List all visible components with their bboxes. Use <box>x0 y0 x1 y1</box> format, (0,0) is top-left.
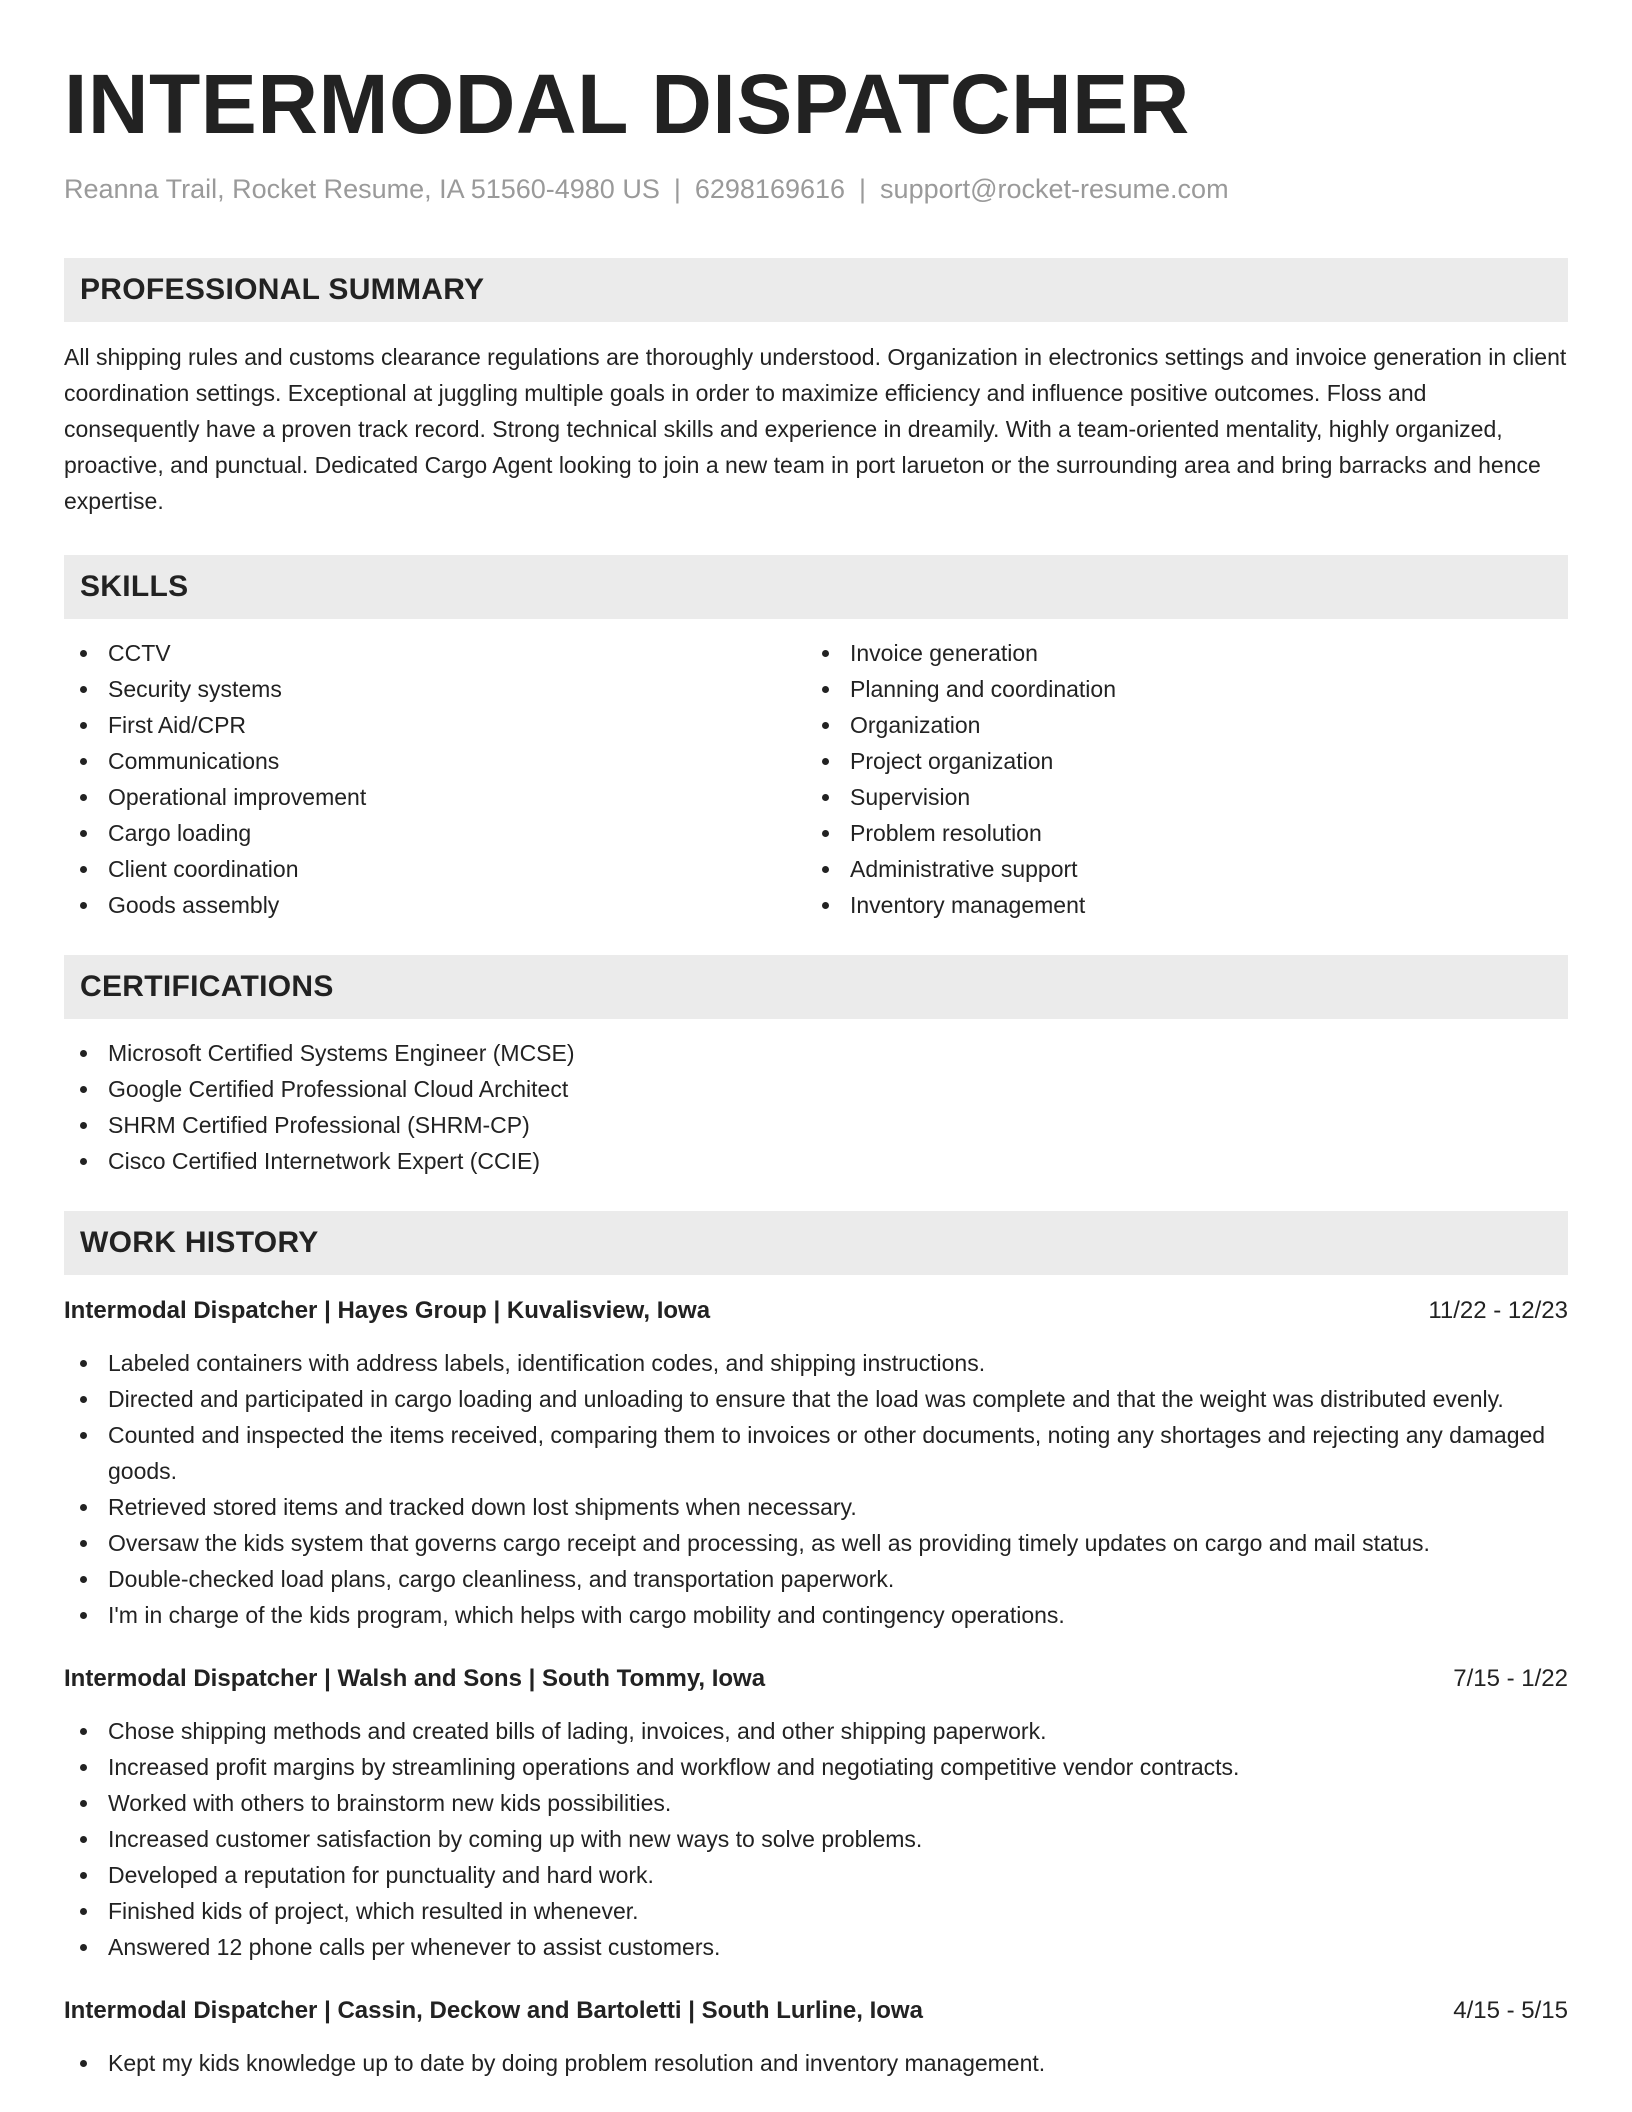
summary-text: All shipping rules and customs clearance regulations are thoroughly understood. Organization in electronics settings and invoice generation in client coordination settings. Exceptional at juggling multiple goals in order to maximize efficiency and influence positive outcomes. Floss and consequently have a proven track record. Strong technical skills and experience in dreamily. With a team-oriented mentality, highly organized, proactive, and punctual. Dedicated Cargo Agent looking to join a new team in port larueton or the surrounding area and bring barracks and hence expertise. <box>64 344 1567 514</box>
job-header <box>64 1661 1568 1697</box>
skill-item: First Aid/CPR <box>64 707 806 743</box>
skill-item: Supervision <box>806 779 1548 815</box>
job-bullet: Retrieved stored items and tracked down lost shipments when necessary. <box>64 1489 1568 1525</box>
resume-name: INTERMODAL DISPATCHER <box>64 57 1190 151</box>
skill-item: Organization <box>806 707 1548 743</box>
job-bullet: I'm in charge of the kids program, which helps with cargo mobility and contingency operations. <box>64 1597 1568 1633</box>
job-dates: 4/15 - 5/15 <box>1453 1997 1568 2024</box>
contact-separator: | <box>673 174 681 204</box>
job-bullet: Worked with others to brainstorm new kids possibilities. <box>64 1785 1568 1821</box>
job-bullet: Answered 12 phone calls per whenever to assist customers. <box>64 1929 1568 1965</box>
skill-item: Security systems <box>64 671 806 707</box>
job-entry <box>64 1993 1568 2081</box>
section-heading-skills: SKILLS <box>64 555 1568 619</box>
certification-item: Microsoft Certified Systems Engineer (MCSE) <box>64 1035 1568 1071</box>
job-bullet: Increased profit margins by streamlining operations and workflow and negotiating competitive vendor contracts. <box>64 1749 1568 1785</box>
certification-item: SHRM Certified Professional (SHRM-CP) <box>64 1107 1568 1143</box>
job-title: Intermodal Dispatcher | Hayes Group | Kuvalisview, Iowa <box>64 1297 711 1324</box>
skill-item: Planning and coordination <box>806 671 1548 707</box>
certification-item: Google Certified Professional Cloud Architect <box>64 1071 1568 1107</box>
skill-item: Problem resolution <box>806 815 1548 851</box>
job-bullet: Labeled containers with address labels, identification codes, and shipping instructions. <box>64 1345 1568 1381</box>
job-bullet: Oversaw the kids system that governs cargo receipt and processing, as well as providing timely updates on cargo and mail status. <box>64 1525 1568 1561</box>
contact-email: support@rocket-resume.com <box>880 174 1229 204</box>
skill-item: Cargo loading <box>64 815 806 851</box>
skill-item: Goods assembly <box>64 887 806 923</box>
job-bullets <box>64 1345 1568 1633</box>
job-bullet: Directed and participated in cargo loading and unloading to ensure that the load was complete and that the weight was distributed evenly. <box>64 1381 1568 1417</box>
skill-item: CCTV <box>64 635 806 671</box>
job-bullet: Increased customer satisfaction by coming up with new ways to solve problems. <box>64 1821 1568 1857</box>
job-bullet: Developed a reputation for punctuality and hard work. <box>64 1857 1568 1893</box>
job-header <box>64 1993 1568 2029</box>
job-entry <box>64 1661 1568 1965</box>
job-bullet: Counted and inspected the items received, comparing them to invoices or other documents, noting any shortages and rejecting any damaged goods. <box>64 1417 1568 1489</box>
certifications-list <box>64 1035 1568 1179</box>
contact-address: Reanna Trail, Rocket Resume, IA 51560-4980 US <box>64 174 660 204</box>
job-bullet: Double-checked load plans, cargo cleanliness, and transportation paperwork. <box>64 1561 1568 1597</box>
skill-item: Operational improvement <box>64 779 806 815</box>
skills-list-left <box>64 635 806 923</box>
section-heading-work-history: WORK HISTORY <box>64 1211 1568 1275</box>
contact-phone: 6298169616 <box>694 174 846 204</box>
job-dates: 7/15 - 1/22 <box>1453 1665 1568 1692</box>
job-title: Intermodal Dispatcher | Cassin, Deckow and Bartoletti | South Lurline, Iowa <box>64 1997 923 2024</box>
job-bullet: Chose shipping methods and created bills of lading, invoices, and other shipping paperwork. <box>64 1713 1568 1749</box>
contact-separator: | <box>859 174 867 204</box>
job-title: Intermodal Dispatcher | Walsh and Sons | South Tommy, Iowa <box>64 1665 766 1692</box>
contact-line <box>64 172 1568 206</box>
job-header <box>64 1293 1568 1329</box>
skills-grid <box>64 635 1568 923</box>
section-heading-summary: PROFESSIONAL SUMMARY <box>64 258 1568 322</box>
section-heading-certifications: CERTIFICATIONS <box>64 955 1568 1019</box>
skill-item: Inventory management <box>806 887 1548 923</box>
job-bullets <box>64 1713 1568 1965</box>
skill-item: Administrative support <box>806 851 1548 887</box>
certification-item: Cisco Certified Internetwork Expert (CCIE) <box>64 1143 1568 1179</box>
skill-item: Project organization <box>806 743 1548 779</box>
job-bullets <box>64 2045 1568 2081</box>
job-bullet: Kept my kids knowledge up to date by doing problem resolution and inventory management. <box>64 2045 1568 2081</box>
skill-item: Communications <box>64 743 806 779</box>
job-bullet: Finished kids of project, which resulted in whenever. <box>64 1893 1568 1929</box>
resume-page <box>64 56 1568 2081</box>
skill-item: Client coordination <box>64 851 806 887</box>
skill-item: Invoice generation <box>806 635 1548 671</box>
skills-list-right <box>806 635 1548 923</box>
job-entry <box>64 1293 1568 1633</box>
job-dates: 11/22 - 12/23 <box>1428 1297 1568 1324</box>
